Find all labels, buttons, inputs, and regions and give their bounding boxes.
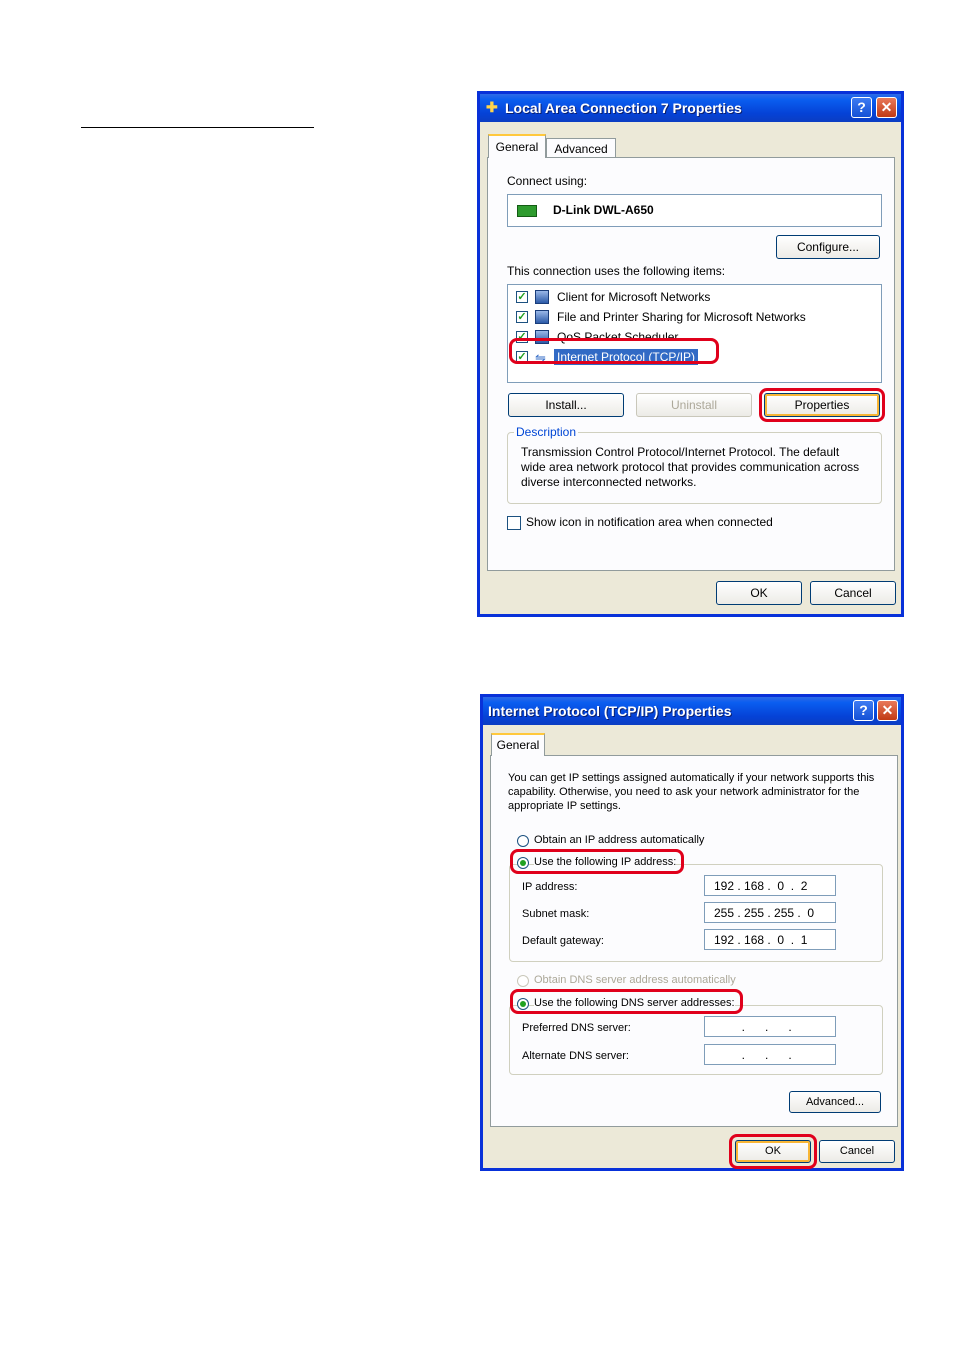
- use-ip-label: Use the following IP address:: [534, 856, 677, 868]
- obtain-ip-label: Obtain an IP address automatically: [534, 834, 705, 846]
- help-button[interactable]: ?: [851, 97, 872, 118]
- help-button[interactable]: ?: [853, 700, 874, 721]
- cancel-button[interactable]: Cancel: [810, 581, 896, 605]
- ok-button[interactable]: OK: [735, 1140, 811, 1163]
- default-gateway-value: 192 . 168 . 0 . 1: [714, 933, 808, 947]
- intro-text: You can get IP settings assigned automatically if your network supports this capability. Otherwise, you need to ask your network administrator for the appropriate IP settings.: [508, 772, 875, 812]
- dialog-title: Internet Protocol (TCP/IP) Properties: [488, 703, 732, 719]
- ip-address-value: 192 . 168 . 0 . 2: [714, 879, 808, 893]
- subnet-mask-field[interactable]: [704, 902, 836, 923]
- file-sharing-icon: [535, 310, 549, 324]
- highlight-ok: [729, 1134, 817, 1169]
- description-group: [507, 425, 882, 504]
- adapter-name: D-Link DWL-A650: [553, 203, 654, 217]
- checkbox[interactable]: ✓: [517, 311, 527, 323]
- properties-button[interactable]: Properties: [764, 393, 880, 417]
- close-button[interactable]: ✕: [876, 97, 897, 118]
- highlight-tcpip: [509, 338, 719, 364]
- title-bar[interactable]: [483, 697, 901, 725]
- subnet-mask-value: 255 . 255 . 255 . 0: [714, 906, 815, 920]
- show-icon-label: Show icon in notification area when connected: [526, 515, 773, 529]
- default-gateway-label: Default gateway:: [522, 935, 604, 947]
- client-network-icon: [535, 290, 549, 304]
- description-text: Transmission Control Protocol/Internet Protocol. The default wide area network protocol that provides communication across diverse interconnected networks.: [521, 445, 860, 489]
- alternate-dns-label: Alternate DNS server:: [522, 1050, 629, 1062]
- alternate-dns-field[interactable]: [704, 1044, 836, 1065]
- tab-advanced[interactable]: [546, 138, 616, 158]
- tab-general[interactable]: [491, 733, 545, 756]
- obtain-dns-radio[interactable]: [517, 975, 529, 987]
- item-label: File and Printer Sharing for Microsoft Networks: [557, 310, 806, 324]
- ok-button[interactable]: OK: [716, 581, 802, 605]
- components-list[interactable]: [507, 284, 882, 383]
- configure-button[interactable]: Configure...: [776, 235, 880, 259]
- item-label: QoS Packet Scheduler: [557, 330, 679, 344]
- install-button[interactable]: Install...: [508, 393, 624, 417]
- list-item[interactable]: [516, 309, 876, 327]
- tab-advanced-label: Advanced: [554, 142, 608, 156]
- highlight-use-ip: [510, 849, 684, 874]
- heading-underline: [81, 127, 314, 128]
- general-panel: [490, 755, 898, 1127]
- item-label: Client for Microsoft Networks: [557, 290, 711, 304]
- network-icon: ✚: [486, 99, 498, 115]
- obtain-dns-label: Obtain DNS server address automatically: [534, 974, 736, 986]
- description-title: Description: [516, 425, 577, 439]
- obtain-ip-radio[interactable]: [517, 835, 529, 847]
- list-item[interactable]: [516, 289, 876, 307]
- checkbox[interactable]: ✓: [517, 331, 527, 343]
- highlight-use-dns: [510, 989, 743, 1014]
- advanced-button[interactable]: Advanced...: [789, 1091, 881, 1113]
- adapter-box: [507, 194, 882, 227]
- tab-general-label: General: [496, 738, 540, 752]
- alternate-dns-value: . . .: [735, 1048, 792, 1062]
- ip-address-label: IP address:: [522, 881, 578, 893]
- preferred-dns-value: . . .: [735, 1020, 792, 1034]
- tab-general[interactable]: [488, 134, 546, 158]
- uninstall-button[interactable]: Uninstall: [636, 393, 752, 417]
- close-button[interactable]: ✕: [877, 700, 898, 721]
- preferred-dns-field[interactable]: [704, 1016, 836, 1037]
- show-icon-checkbox[interactable]: [507, 516, 521, 530]
- highlight-properties: [759, 388, 885, 422]
- item-label: Internet Protocol (TCP/IP): [554, 349, 698, 365]
- local-area-connection-dialog: [477, 91, 904, 617]
- connect-using-label: Connect using:: [507, 174, 588, 188]
- ip-address-field[interactable]: [704, 875, 836, 896]
- tcpip-properties-dialog: [480, 694, 904, 1171]
- tab-general-label: General: [495, 140, 539, 154]
- default-gateway-field[interactable]: [704, 929, 836, 950]
- general-panel: [487, 157, 895, 571]
- checkbox[interactable]: ✓: [517, 351, 527, 363]
- protocol-icon: ⇋: [535, 350, 546, 365]
- items-label: This connection uses the following items:: [507, 264, 726, 278]
- adapter-card-icon: [517, 205, 537, 217]
- cancel-button[interactable]: Cancel: [819, 1140, 895, 1163]
- preferred-dns-label: Preferred DNS server:: [522, 1022, 631, 1034]
- title-bar[interactable]: [480, 94, 901, 122]
- use-dns-label: Use the following DNS server addresses:: [534, 997, 735, 1009]
- dialog-title: Local Area Connection 7 Properties: [505, 100, 742, 116]
- subnet-mask-label: Subnet mask:: [522, 908, 590, 920]
- checkbox[interactable]: ✓: [517, 291, 527, 303]
